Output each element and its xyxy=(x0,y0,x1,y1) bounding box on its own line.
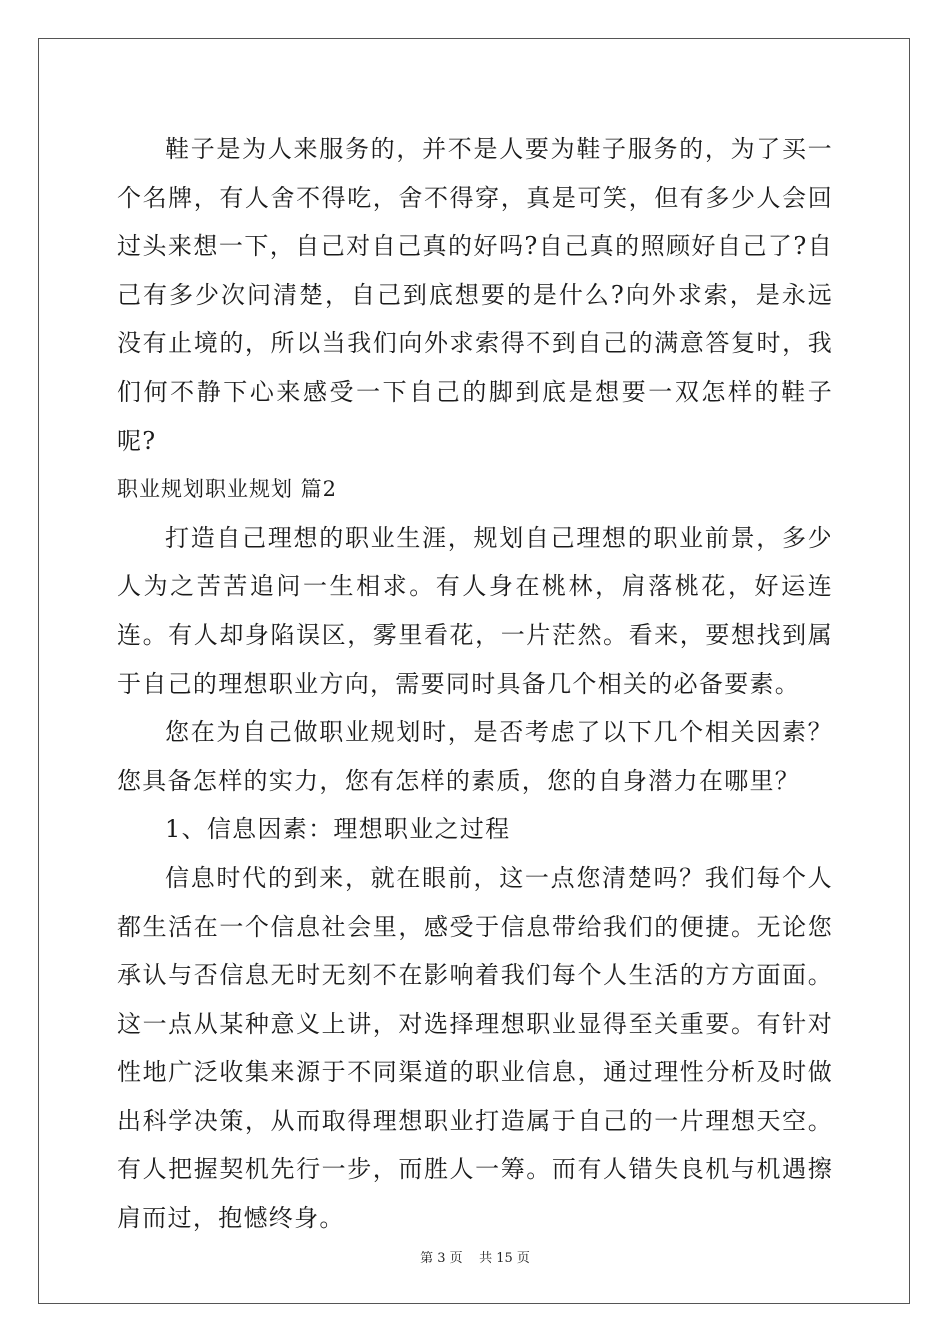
section-heading: 职业规划职业规划 篇2 xyxy=(117,477,338,502)
paragraph-factors-question: 您在为自己做职业规划时，是否考虑了以下几个相关因素？您具备怎样的实力，您有怎样的素质，您的自身潜力在哪里？ xyxy=(117,718,833,795)
page-number: 第 3 页 共 15 页 xyxy=(420,1251,530,1266)
list-item-information-factor: 1、信息因素：理想职业之过程 xyxy=(165,815,511,844)
paragraph-shoes: 鞋子是为人来服务的，并不是人要为鞋子服务的，为了买一个名牌，有人舍不得吃，舍不得穿，真是可笑，但有多少人会回过头来想一下，自己对自己真的好吗?自己真的照顾好自己了?自己有多少次问清楚，自己到底想要的是什么?向外求索，是永远没有止境的，所以当我们向外求索得不到自己的满意答复时，我们何不静下心来感受一下自己的脚到底是想要一双怎样的鞋子呢? xyxy=(117,135,833,455)
paragraph-career-intro: 打造自己理想的职业生涯，规划自己理想的职业前景，多少人为之苦苦追问一生相求。有人身在桃林，肩落桃花，好运连连。有人却身陷误区，雾里看花，一片茫然。看来，要想找到属于自己的理想职业方向，需要同时具备几个相关的必备要素。 xyxy=(117,523,833,698)
document-body xyxy=(117,125,833,1243)
paragraph-information-age: 信息时代的到来，就在眼前，这一点您清楚吗？我们每个人都生活在一个信息社会里，感受于信息带给我们的便捷。无论您承认与否信息无时无刻不在影响着我们每个人生活的方方面面。这一点从某种意义上讲，对选择理想职业显得至关重要。有针对性地广泛收集来源于不同渠道的职业信息，通过理性分析及时做出科学决策，从而取得理想职业打造属于自己的一片理想天空。有人把握契机先行一步，而胜人一筹。而有人错失良机与机遇擦肩而过，抱憾终身。 xyxy=(117,863,833,1233)
